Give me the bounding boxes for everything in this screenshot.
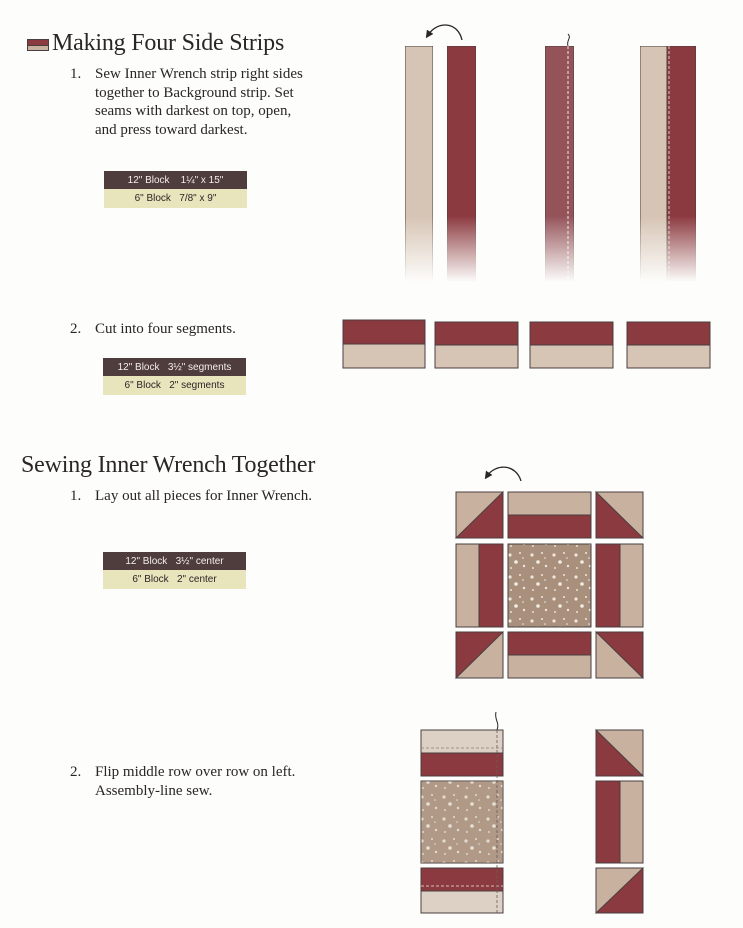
segment xyxy=(435,322,518,368)
hst-top-right xyxy=(596,492,643,538)
section-title-inner-wrench: Sewing Inner Wrench Together xyxy=(21,452,316,478)
step-text: Flip middle row over row on left. Assembly-line sew. xyxy=(95,764,296,799)
step-text: Lay out all pieces for Inner Wrench. xyxy=(95,488,312,504)
badge-label-6in: 6" Block xyxy=(124,380,161,391)
badge-value-6in: 2" segments xyxy=(169,380,225,391)
badge-value-12in: 3½" segments xyxy=(167,361,232,373)
badge-value-12in: 1¼" x 15" xyxy=(180,174,224,186)
strip-unit-top xyxy=(508,492,591,538)
step-number: 1. xyxy=(70,488,82,504)
badge-value-6in: 7/8" x 9" xyxy=(179,193,217,204)
flip-arrow-icon xyxy=(487,467,521,481)
flipped-center xyxy=(421,781,503,863)
step-number: 2. xyxy=(70,321,82,337)
strip-tan xyxy=(405,46,433,282)
strip-unit-right-col xyxy=(596,781,643,863)
hst-top-left xyxy=(456,492,503,538)
flipped-strip-bottom xyxy=(421,868,503,913)
segment xyxy=(627,322,710,368)
badge-label-12in: 12" Block xyxy=(125,555,168,567)
flip-arrow-icon xyxy=(428,25,462,40)
section-title-side-strips: Making Four Side Strips xyxy=(52,30,285,56)
hst-bottom-left xyxy=(456,632,503,678)
hst-right-top xyxy=(596,730,643,776)
step-text: Sew Inner Wrench strip right sides together to Background strip. Set seams with darkest on top, open, and press toward darkest. xyxy=(95,66,303,138)
hst-bottom-right xyxy=(596,632,643,678)
strip-unit-bottom xyxy=(508,632,591,678)
step-text: Cut into four segments. xyxy=(95,321,236,337)
strip-unit-left xyxy=(456,544,503,627)
badge-label-6in: 6" Block xyxy=(134,193,171,204)
strip-sewn-stacked xyxy=(545,46,574,282)
strip-unit-right xyxy=(596,544,643,627)
badge-value-12in: 3½" center xyxy=(175,555,224,567)
badge-label-12in: 12" Block xyxy=(127,174,170,186)
thread-icon xyxy=(568,34,570,46)
badge-label-6in: 6" Block xyxy=(132,574,169,585)
badge-label-12in: 12" Block xyxy=(117,361,160,373)
flipped-strip-top xyxy=(421,730,503,776)
hst-right-bottom xyxy=(596,868,643,913)
strip-red xyxy=(447,46,476,282)
step-number: 1. xyxy=(70,66,82,82)
badge-value-6in: 2" center xyxy=(177,574,217,585)
thread-icon xyxy=(496,712,498,730)
center-square xyxy=(508,544,591,627)
segment xyxy=(343,320,425,368)
step-number: 2. xyxy=(70,764,82,780)
strip-pressed xyxy=(640,46,696,282)
segment xyxy=(530,322,613,368)
